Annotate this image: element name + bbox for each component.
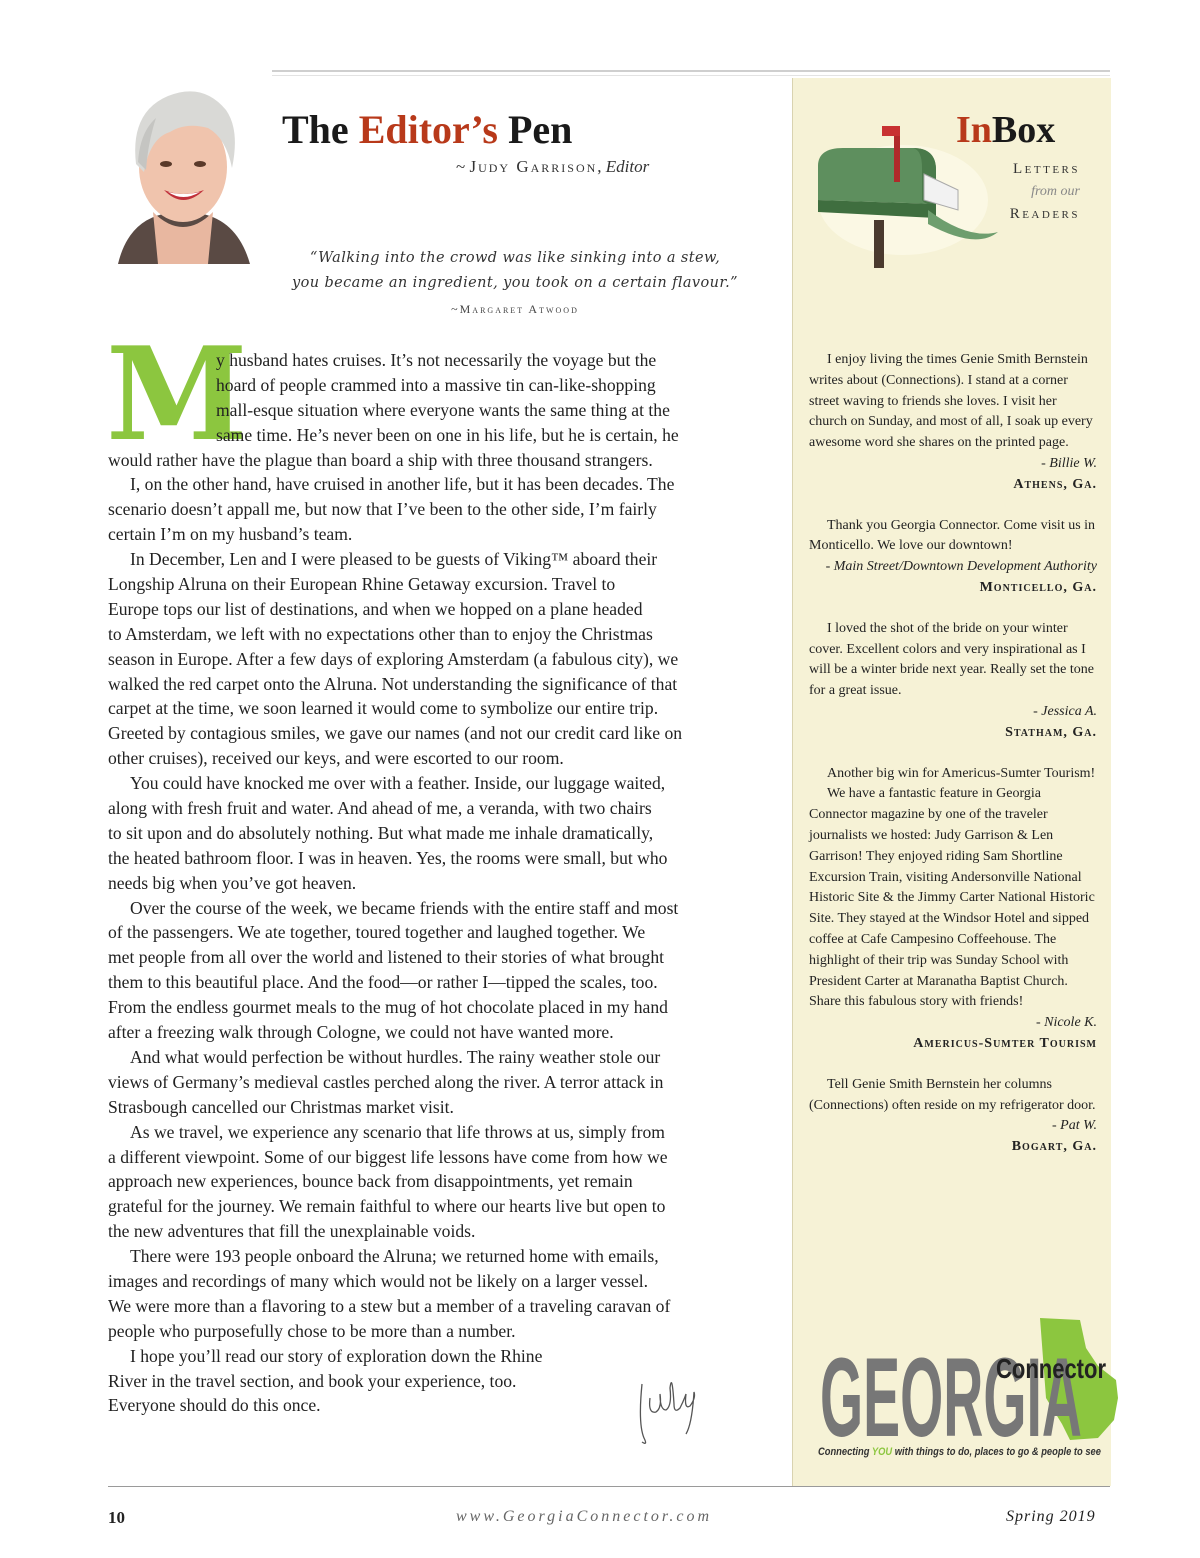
letter-text: Another big win for Americus-Sumter Tourism! — [827, 765, 1096, 781]
epigraph-quote — [260, 246, 770, 296]
letter-location: Bogart, Ga. — [1011, 1139, 1097, 1155]
article-line: Over the course of the week, we became friends with the entire staff and most — [130, 897, 679, 918]
logo-word: GEORGIA — [820, 1335, 1082, 1460]
article-line: needs big when you’ve got heaven. — [108, 872, 357, 893]
article-line: scenario doesn’t appall me, but now that I’ve been to the other side, I’m fairly — [108, 499, 657, 520]
article-line: them to this beautiful place. And the food—or rather I—tipped the scales, too. — [108, 972, 658, 993]
article-line: You could have knocked me over with a feather. Inside, our luggage waited, — [130, 773, 666, 794]
article-line: walked the red carpet onto the Alruna. Not understanding the significance of that — [108, 673, 678, 694]
letter — [809, 764, 1097, 1055]
article-line: mall-esque situation where everyone wants the same thing at the — [216, 399, 670, 420]
quote-line: “Walking into the crowd was like sinking into a stew, — [309, 250, 721, 266]
top-rule-secondary — [272, 75, 1110, 76]
letter-text: I loved the shot of the bride on your winter cover. Excellent colors and very inspirational as I will be a winter bride next year. Really set the tone for a great issue. — [809, 620, 1094, 699]
letter — [809, 350, 1097, 496]
article-line: carpet at the time, we soon learned it would come to symbolize our entire trip. — [108, 698, 659, 719]
editor-photo — [108, 72, 258, 264]
byline-name: Judy Garrison — [469, 157, 598, 176]
letter-signature: - Pat W. — [1052, 1118, 1097, 1134]
letter-signature: - Billie W. — [1041, 455, 1097, 471]
article-line: approach new experiences, bounce back from disappointments, yet remain — [108, 1171, 633, 1192]
article-line: images and recordings of many which would not be likely on a larger vessel. — [108, 1270, 649, 1291]
article-line: to sit upon and do absolutely nothing. But what made me inhale dramatically, — [108, 822, 654, 843]
letter — [809, 516, 1097, 599]
article-line: River in the travel section, and book your experience, too. — [108, 1370, 517, 1391]
article-line: the heated bathroom floor. I was in heaven. Yes, the rooms were small, but who — [108, 847, 668, 868]
article-line: after a freezing walk through Cologne, we could not have wanted more. — [108, 1022, 614, 1043]
article-body — [108, 348, 758, 1418]
logo-subword: Connector — [996, 1353, 1107, 1384]
byline: ~ Judy Garrison, Editor — [456, 157, 650, 176]
quote-line: you became an ingredient, you took on a certain flavour.” — [292, 275, 738, 291]
letter — [809, 619, 1097, 744]
article-line: same time. He’s never been on one in his life, but he is certain, he — [216, 424, 679, 445]
letter-location: Statham, Ga. — [1005, 724, 1097, 740]
article-line: hoard of people crammed into a massive tin can-like-shopping — [216, 374, 656, 395]
article-line: along with fresh fruit and water. And ahead of me, a veranda, with two chairs — [108, 798, 652, 819]
article-line: of the passengers. We ate together, toured together and laughed together. We — [108, 922, 646, 943]
article-line: We were more than a flavoring to a stew but a member of a traveling caravan of — [108, 1295, 671, 1316]
article-line: people who purposefully chose to be more than a number. — [108, 1320, 516, 1341]
page-title: The Editor’s Pen — [282, 107, 573, 152]
letter-text: I enjoy living the times Genie Smith Bernstein writes about (Connections). I stand at a corner street waving to friends she loves. I visit her church on Sunday, and most of all, I soak up every awesome word she shares on the printed page. — [809, 352, 1093, 451]
letter-signature: - Main Street/Downtown Development Authority — [825, 559, 1097, 575]
letter-signature: - Jessica A. — [1033, 703, 1097, 719]
article-line: grateful for the journey. We remain faithful to where our hearts live but open to — [108, 1196, 666, 1217]
article-line: would rather have the plague than board a ship with three thousand strangers. — [108, 449, 653, 470]
article-line: I, on the other hand, have cruised in another life, but it has been decades. The — [130, 474, 675, 495]
letter-text: Thank you Georgia Connector. Come visit us in Monticello. We love our downtown! — [809, 517, 1096, 554]
letter-location: Monticello, Ga. — [979, 579, 1097, 595]
letter-location: Americus-Sumter Tourism — [913, 1035, 1097, 1051]
article-line: I hope you’ll read our story of exploration down the Rhine — [130, 1345, 543, 1366]
article-line: season in Europe. After a few days of exploring Amsterdam (a fabulous city), we — [108, 648, 679, 669]
page-number: 10 — [108, 1508, 125, 1527]
article-line: And what would perfection be without hurdles. The rainy weather stole our — [130, 1046, 661, 1067]
article-line: views of Germany’s medieval castles perched along the river. A terror attack in — [108, 1071, 664, 1092]
article-line: In December, Len and I were pleased to be guests of Viking™ aboard their — [130, 549, 658, 570]
title-accent: Editor’s — [358, 107, 498, 152]
inbox-subtitle: Letters from our Readers — [1009, 161, 1080, 222]
footer-issue: Spring 2019 — [1006, 1508, 1096, 1525]
article-line: Greeted by contagious smiles, we gave our names (and not our credit card like on — [108, 723, 683, 744]
article-line: certain I’m on my husband’s team. — [108, 524, 353, 545]
byline-role: Editor — [605, 157, 650, 176]
quote-author: ~Margaret Atwood — [451, 302, 579, 316]
article-line: the new adventures that fill the unexplainable voids. — [108, 1221, 476, 1242]
article-line: to Amsterdam, we left with no expectations other than to enjoy the Christmas — [108, 623, 653, 644]
bottom-rule — [108, 1486, 1110, 1487]
article-line: There were 193 people onboard the Alruna; we returned home with emails, — [130, 1246, 659, 1267]
letter-location: Athens, Ga. — [1013, 476, 1097, 492]
letter-text: Tell Genie Smith Bernstein her columns (Connections) often reside on my refrigerator door. — [809, 1076, 1096, 1113]
letter — [809, 1075, 1097, 1158]
letter-text: We have a fantastic feature in Georgia Connector magazine by one of the traveler journalists we hosted: Judy Garrison & Len Garrison! They enjoyed riding Sam Shortline Excursion Train, visiting Andersonville National Historic Site & the Jimmy Carter National Historic Site. They stayed at the Windsor Hotel and sipped coffee at Cafe Campesino Coffeehouse. The highlight of their trip was Sunday School with President Carter at Maranatha Baptist Church. Share this fabulous story with friends! — [809, 786, 1095, 1010]
article-line: Europe tops our list of destinations, and when we hopped on a plane headed — [108, 598, 643, 619]
article-line: a different viewpoint. Some of our biggest life lessons have come from how we — [108, 1146, 668, 1167]
article-line: As we travel, we experience any scenario that life throws at us, simply from — [130, 1121, 665, 1142]
article-line: Longship Alruna on their European Rhine Getaway excursion. Travel to — [108, 574, 616, 595]
logo-tagline: Connecting YOU with things to do, places to go & people to see — [818, 1446, 1101, 1458]
inbox-title: InBox — [956, 109, 1056, 151]
reader-letters — [809, 350, 1097, 1178]
article-line: other cruises), received our keys, and were escorted to our room. — [108, 748, 564, 769]
article-line: From the endless gourmet meals to the mug of hot chocolate placed in my hand — [108, 997, 668, 1018]
article-line: Strasbough cancelled our Christmas market visit. — [108, 1096, 454, 1117]
article-line: met people from all over the world and listened to their stories of what brought — [108, 947, 665, 968]
top-rule — [272, 70, 1110, 72]
letter-signature: - Nicole K. — [1035, 1015, 1097, 1031]
footer-website: www.GeorgiaConnector.com — [456, 1508, 712, 1525]
article-line: Everyone should do this once. — [108, 1395, 321, 1416]
drop-cap: M — [106, 320, 248, 470]
editor-signature — [628, 1364, 708, 1448]
article-line: y husband hates cruises. It’s not necessarily the voyage but the — [216, 350, 657, 370]
